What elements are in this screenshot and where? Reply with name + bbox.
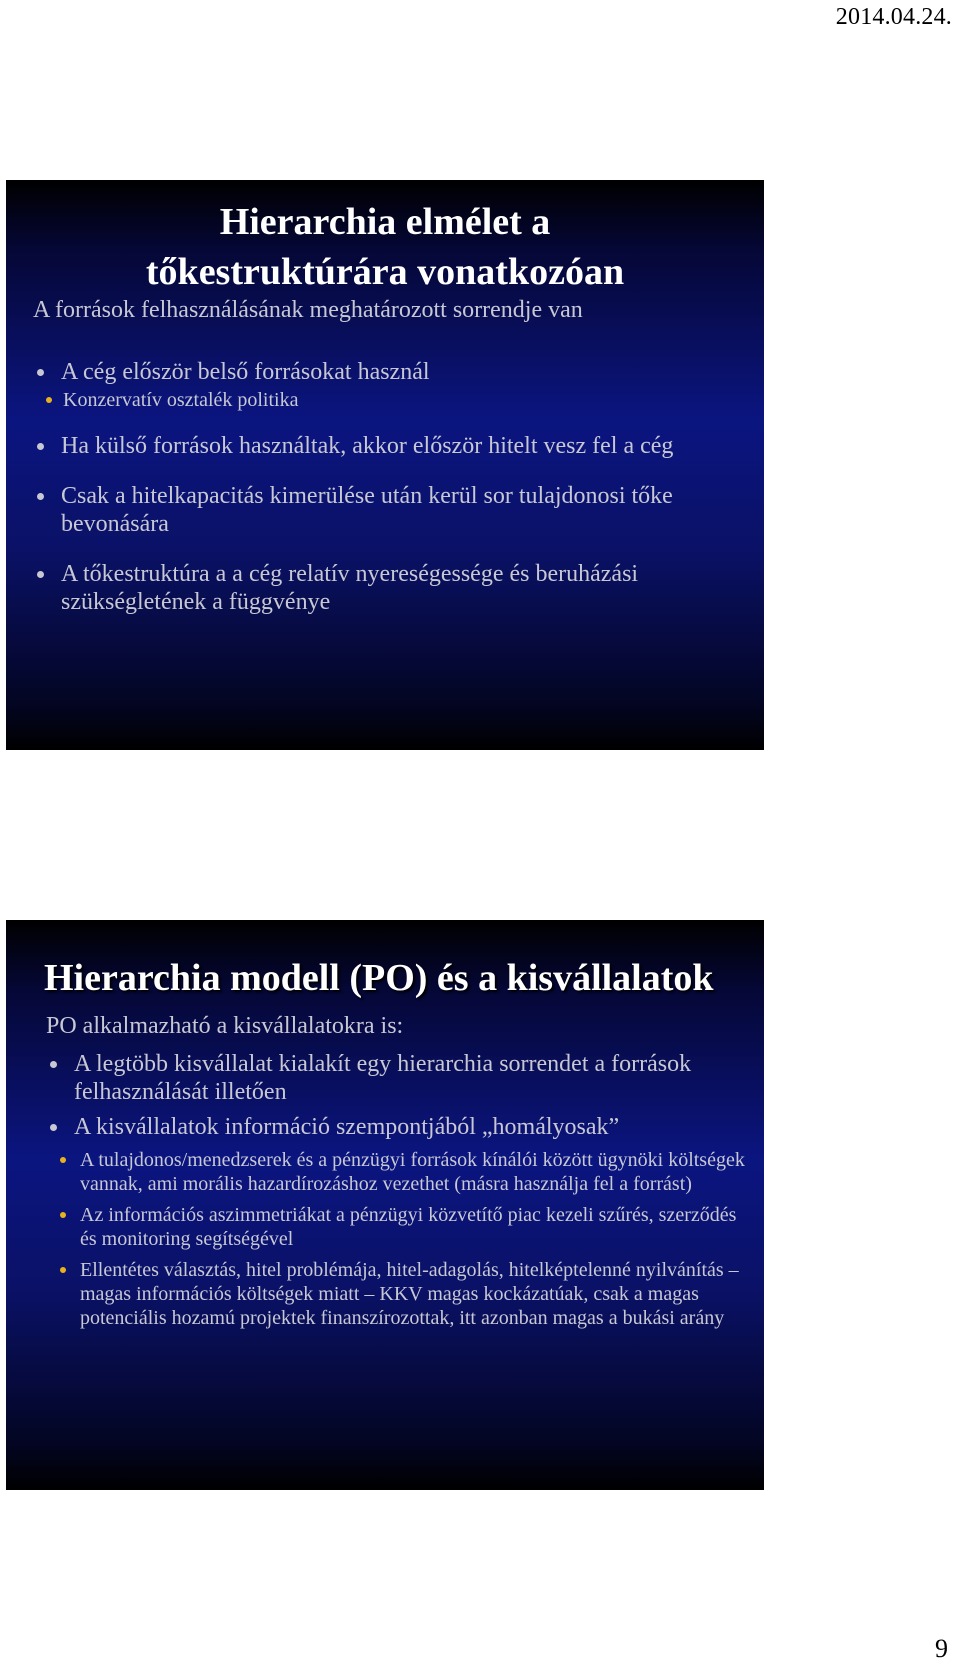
bullet-list: [33, 358, 733, 638]
document-date: 2014.04.24.: [835, 4, 952, 30]
bullet-item: A legtöbb kisvállalat kialakít egy hierarchia sorrendet a források felhasználását illetően: [46, 1050, 746, 1106]
bullet-list: [46, 1050, 746, 1337]
slide-title: [6, 197, 764, 297]
title-line-1: Hierarchia elmélet a: [219, 201, 551, 243]
bullet-item: Ha külső források használtak, akkor először hitelt vesz fel a cég: [33, 432, 733, 460]
slide-po-model-small-business: [6, 920, 764, 1490]
slide-hierarchy-theory: [6, 180, 764, 750]
sub-bullet-item: Az információs aszimmetriákat a pénzügyi közvetítő piac kezeli szűrés, szerződés és monitoring segítségével: [46, 1203, 746, 1251]
slide-title: Hierarchia modell (PO) és a kisvállalatok: [44, 957, 714, 999]
bullet-item: A kisvállalatok információ szempontjából „homályosak”: [46, 1113, 746, 1141]
title-line-2: tőkestruktúrára vonatkozóan: [145, 251, 625, 293]
page-number: 9: [935, 1634, 948, 1663]
sub-bullet-item: A tulajdonos/menedzserek és a pénzügyi források kínálói között ügynöki költségek vannak, ami morális hazardírozáshoz vezethet (másra használja fel a forrást): [46, 1148, 746, 1196]
intro-text: A források felhasználásának meghatározott sorrendje van: [33, 297, 583, 323]
sub-bullet-item: Konzervatív osztalék politika: [33, 388, 733, 412]
intro-text: PO alkalmazható a kisvállalatokra is:: [46, 1013, 404, 1039]
sub-bullet-item: Ellentétes választás, hitel problémája, hitel-adagolás, hitelképtelenné nyilvánítás – magas információs költségek miatt – KKV magas kockázatúak, csak a magas potenciális hozamú projektek finanszírozottak, itt azonban magas a bukási arány: [46, 1258, 746, 1330]
bullet-item: A cég először belső forrásokat használ: [33, 358, 733, 386]
bullet-item: Csak a hitelkapacitás kimerülése után kerül sor tulajdonosi tőke bevonására: [33, 482, 733, 538]
bullet-item: A tőkestruktúra a a cég relatív nyereségessége és beruházási szükségletének a függvénye: [33, 560, 733, 616]
